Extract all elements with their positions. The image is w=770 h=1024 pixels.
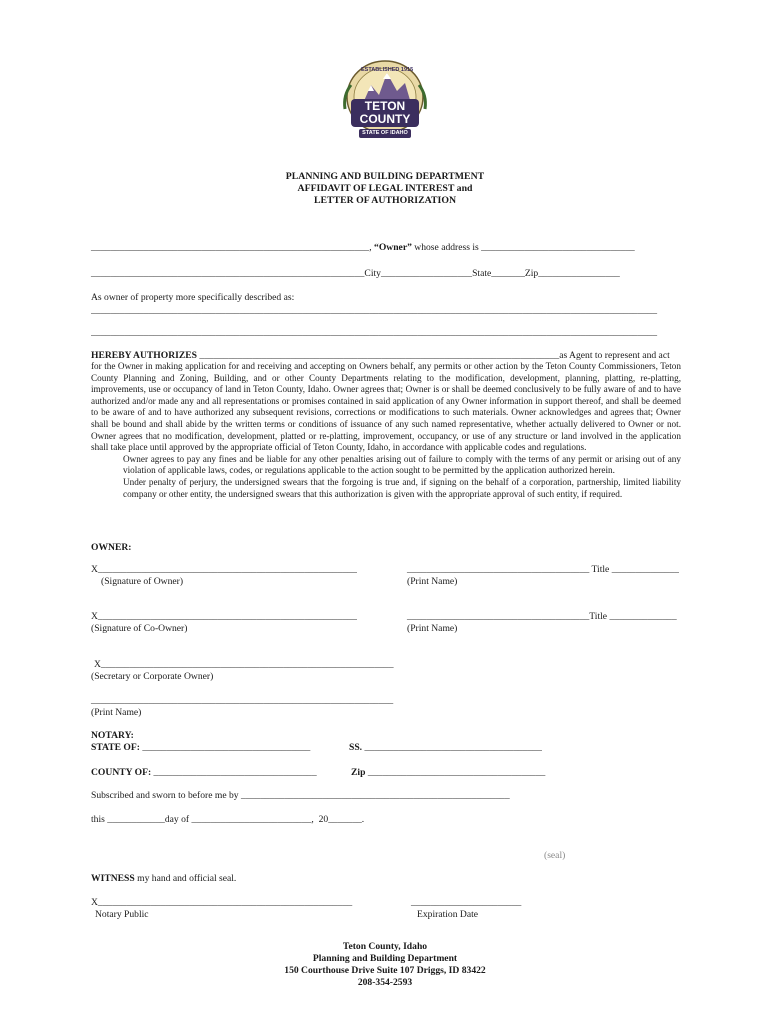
authorization-terms xyxy=(91,361,681,500)
notary-signature-caption: Notary Public xyxy=(95,909,149,920)
property-label: As owner of property more specifically described as: xyxy=(91,292,295,303)
coowner-signature-caption: (Signature of Co-Owner) xyxy=(91,623,188,634)
authorizes-line xyxy=(91,350,670,361)
owner-signature-field[interactable]: X______________________________________________________ xyxy=(91,564,357,575)
month-field[interactable]: _________________________, xyxy=(191,814,314,825)
corporate-signature-caption: (Secretary or Corporate Owner) xyxy=(91,671,214,682)
logo-banner: STATE OF IDAHO xyxy=(362,130,408,136)
coowner-print-caption: (Print Name) xyxy=(407,623,458,634)
city-label: City xyxy=(364,268,381,279)
header-affidavit: AFFIDAVIT OF LEGAL INTEREST and xyxy=(297,183,473,194)
authorizes-tail: as Agent to represent and act xyxy=(559,350,670,361)
witness-label: WITNESS xyxy=(91,873,135,884)
state-of-label: STATE OF: xyxy=(91,742,140,753)
subscribed-field[interactable]: ________________________________________________________ xyxy=(241,790,510,801)
corporate-print-field[interactable]: _______________________________________________________________ xyxy=(91,695,394,706)
property-field-line1[interactable]: ______________________________________________________________________________________________________________________ xyxy=(91,305,658,316)
notary-zip-field[interactable]: _____________________________________ xyxy=(367,767,546,778)
state-label: State xyxy=(472,268,492,279)
date-line xyxy=(91,814,364,825)
logo-top-arc: ESTABLISHED 1915 xyxy=(361,67,414,73)
notary-heading: NOTARY: xyxy=(91,730,134,741)
header-department: PLANNING AND BUILDING DEPARTMENT xyxy=(285,171,485,182)
witness-text: my hand and official seal. xyxy=(137,873,237,884)
ss-line xyxy=(349,742,542,753)
county-of-line xyxy=(91,767,317,778)
footer-county: Teton County, Idaho xyxy=(342,941,428,952)
state-of-field[interactable]: ___________________________________ xyxy=(142,742,311,753)
year-prefix: 20 xyxy=(318,814,329,825)
owner-heading: OWNER: xyxy=(91,542,132,553)
city-field[interactable]: ___________________ xyxy=(380,268,473,279)
coowner-signature-field[interactable]: X______________________________________________________ xyxy=(91,611,357,622)
county-of-label: COUNTY OF: xyxy=(91,767,152,778)
owner-title-label: Title xyxy=(591,564,610,575)
coowner-title-field[interactable]: ______________ xyxy=(609,611,677,622)
authorizes-label: HEREBY AUTHORIZES xyxy=(91,350,198,361)
owner-address-field[interactable]: ________________________________ xyxy=(481,242,635,253)
footer-department: Planning and Building Department xyxy=(312,953,458,964)
day-field[interactable]: ____________ xyxy=(107,814,165,825)
owner-name-field[interactable]: __________________________________________________________, xyxy=(91,242,372,253)
authorization-paragraph-1: for the Owner in making application for and receiving and accepting on Owners behalf, any permits or other action by the Teton County Commissioners, Teton County Planning and Zoning, Building, and or other County Departments relating to the modification, development, planning, platting, re-platting, improvements, use or occupancy of land in Teton County, Idaho. Owner agrees that; Owner is or shall be deemed conclusively to be fully aware of and to have authorized and/or made any and all representations or promises contained in said application of any Owner information in support thereof, and shall be deemed to be aware of and to have authorized any subsequent revisions, corrections or modifications to such materials. Owner acknowledges and agrees that; Owner shall be bound and shall abide by the written terms or conditions of issuance of any such named representative, whether actually delivered to Owner or not. Owner agrees that no modification, development, platted or re-platting, improvement, occupancy, or use of any structure or land involved in the application shall take place until approved by the appropriate official of Teton County, Idaho, in accordance with applicable codes and regulations. xyxy=(91,361,681,453)
seal-placeholder: (seal) xyxy=(544,850,566,861)
owner-label: “Owner” xyxy=(374,242,412,253)
state-field[interactable]: _______ xyxy=(491,268,525,279)
owner-print-field[interactable]: ______________________________________ xyxy=(407,564,590,575)
year-field[interactable]: _______. xyxy=(328,814,365,825)
property-field-line2[interactable]: ______________________________________________________________________________________________________________________ xyxy=(91,327,658,338)
address-line xyxy=(91,268,620,279)
owner-signature-caption: (Signature of Owner) xyxy=(101,576,184,587)
logo-name-line2: COUNTY xyxy=(359,112,411,126)
corporate-signature-field[interactable]: X_____________________________________________________________ xyxy=(94,659,394,670)
owner-print-caption: (Print Name) xyxy=(407,576,458,587)
authorization-paragraph-2: Owner agrees to pay any fines and be liable for any other penalties arising out of failure to comply with the terms of any permit or arising out of any violation of applicable laws, codes, or regulations applicable to the action sought to be permitted by the application authorized herein. xyxy=(123,453,681,476)
county-logo xyxy=(335,55,435,145)
county-of-field[interactable]: __________________________________ xyxy=(153,767,317,778)
owner-line xyxy=(91,242,635,253)
street-field[interactable]: _________________________________________________________ xyxy=(91,268,365,279)
coowner-title-label: Title xyxy=(589,611,608,622)
owner-print-line xyxy=(407,564,679,575)
this-label: this xyxy=(91,814,105,825)
zip-label: Zip xyxy=(524,268,539,279)
notary-zip-label: Zip xyxy=(351,767,366,778)
agent-field[interactable]: ___________________________________________________________________________ xyxy=(199,350,560,361)
subscribed-line xyxy=(91,790,510,801)
owner-title-field[interactable]: ______________ xyxy=(611,564,679,575)
header-letter: LETTER OF AUTHORIZATION xyxy=(313,195,457,206)
logo-name-line1: TETON xyxy=(364,99,406,113)
whose-address-label: whose address is xyxy=(414,242,479,253)
witness-line xyxy=(91,873,236,884)
ss-field[interactable]: _____________________________________ xyxy=(364,742,542,753)
footer-address: 150 Courthouse Drive Suite 107 Driggs, ID 83422 xyxy=(284,965,486,976)
notary-signature-field[interactable]: X_____________________________________________________ xyxy=(91,897,353,908)
day-of-label: day of xyxy=(164,814,190,825)
state-of-line xyxy=(91,742,310,753)
ss-label: SS. xyxy=(349,742,363,753)
authorization-paragraph-3: Under penalty of perjury, the undersigned swears that the forgoing is true and, if signing on the behalf of a corporation, partnership, limited liability company or other entity, the undersigned swears that this authorization is given with the appropriate approval of such entity, if required. xyxy=(123,476,681,499)
footer-phone: 208-354-2593 xyxy=(357,977,413,988)
coowner-print-field[interactable]: ______________________________________ xyxy=(407,611,590,622)
subscribed-label: Subscribed and sworn to before me by xyxy=(91,790,239,801)
coowner-print-line xyxy=(407,611,677,622)
expiration-date-caption: Expiration Date xyxy=(417,909,479,920)
corporate-print-caption: (Print Name) xyxy=(91,707,142,718)
zip-field[interactable]: _________________ xyxy=(538,268,620,279)
notary-zip-line xyxy=(351,767,545,778)
expiration-date-field[interactable]: _______________________ xyxy=(411,897,522,908)
